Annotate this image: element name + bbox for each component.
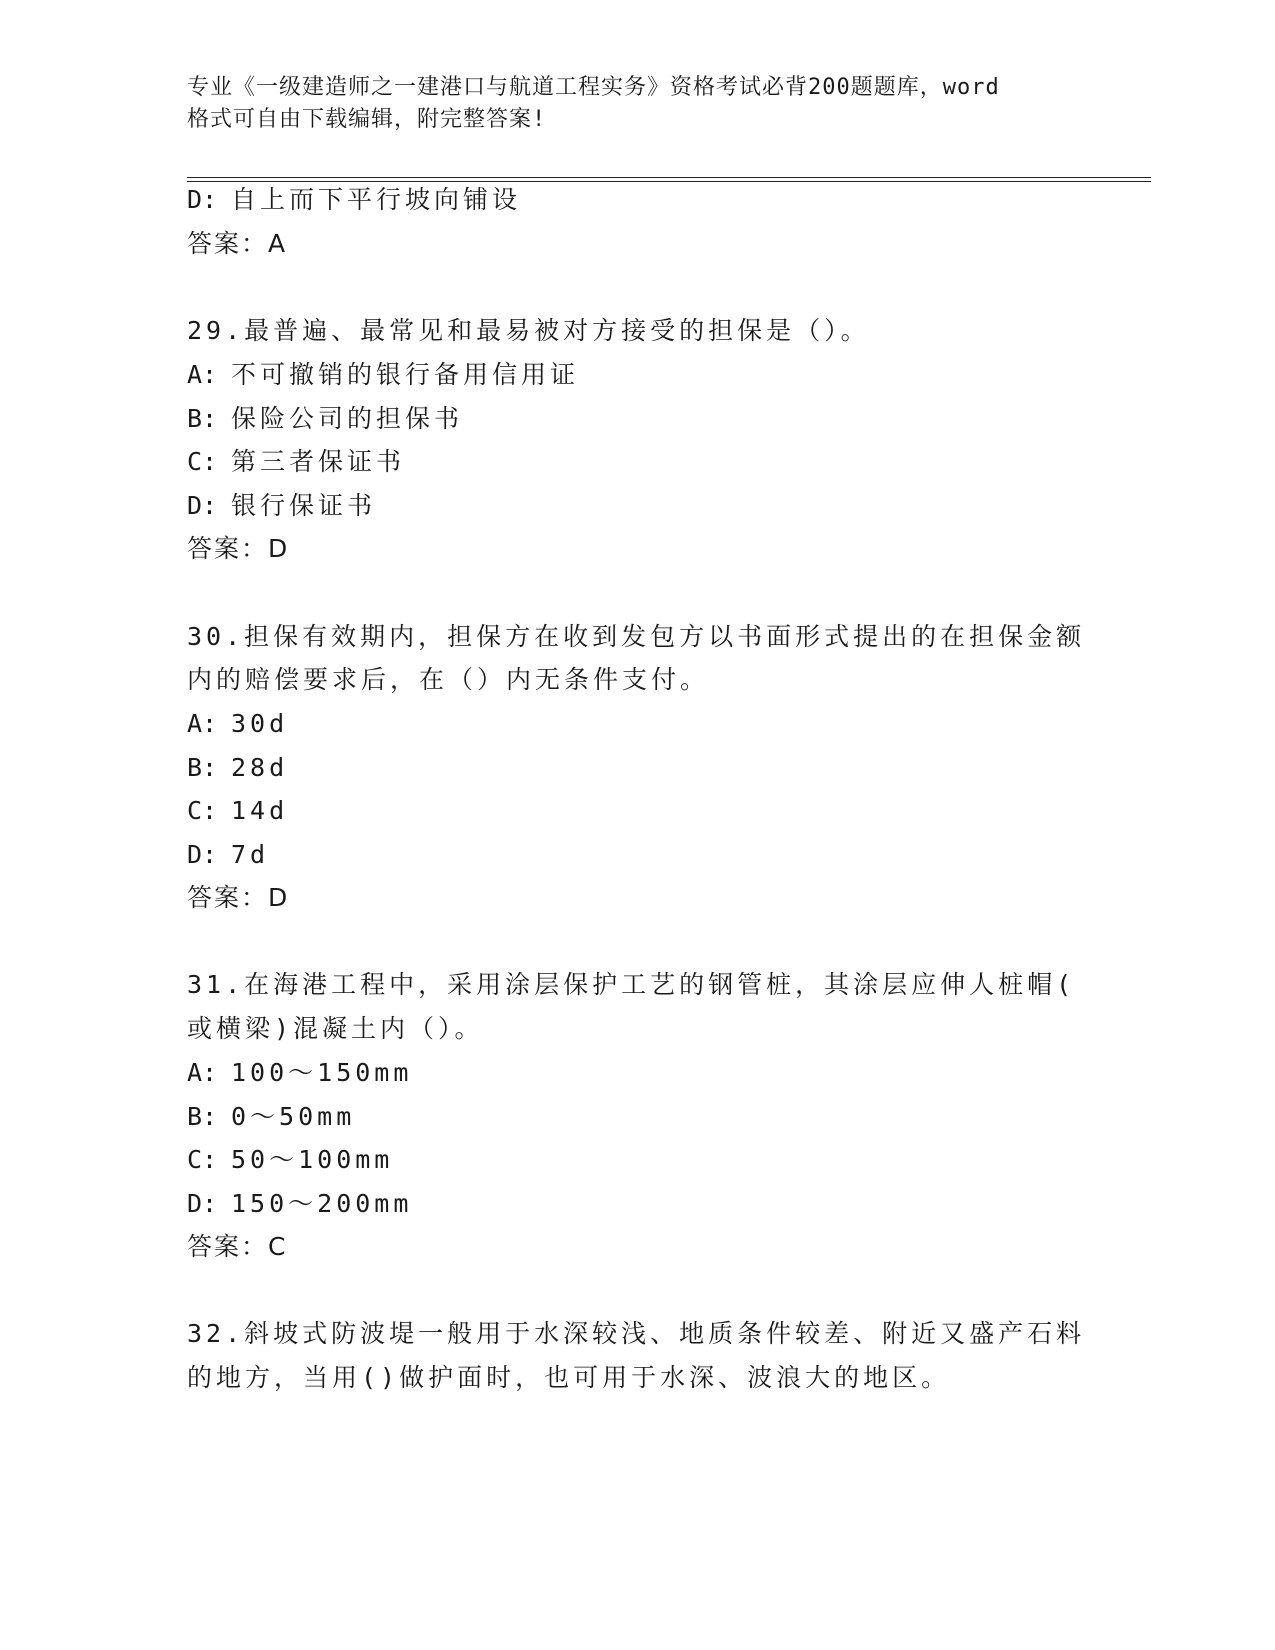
option-label: C: — [187, 447, 218, 476]
option-line — [187, 445, 405, 479]
option-text: 150～200mm — [231, 1189, 413, 1218]
option-line — [187, 1100, 355, 1134]
answer-line: 答案：D — [187, 534, 290, 563]
question-line: 或横梁)混凝土内（）。 — [187, 1014, 484, 1043]
answer-line: 答案：C — [187, 1232, 288, 1261]
option-text: 不可撤销的银行备用信用证 — [231, 360, 580, 389]
option-line — [187, 707, 288, 741]
option-text: 50～100mm — [231, 1145, 394, 1174]
option-line — [187, 489, 376, 523]
question-line: 32.斜坡式防波堤一般用于水深较浅、地质条件较差、附近又盛产石料 — [187, 1319, 1086, 1348]
question-line: 30.担保有效期内，担保方在收到发包方以书面形式提出的在担保金额 — [187, 622, 1086, 651]
option-line — [187, 794, 288, 828]
question-line: 29.最普遍、最常见和最易被对方接受的担保是（）。 — [187, 316, 870, 345]
option-label: D: — [187, 1189, 218, 1218]
option-label: A: — [187, 709, 218, 738]
option-label: B: — [187, 1102, 218, 1131]
question-line: 内的赔偿要求后，在（）内无条件支付。 — [187, 665, 710, 694]
option-label: A: — [187, 1058, 218, 1087]
option-label: C: — [187, 1145, 218, 1174]
option-text: 7d — [231, 840, 270, 869]
option-text: 0～50mm — [231, 1102, 356, 1131]
option-line — [187, 358, 579, 392]
option-text: 28d — [231, 753, 289, 782]
option-line — [187, 183, 521, 217]
option-label: D: — [187, 185, 218, 214]
option-line — [187, 1143, 393, 1177]
question-line: 的地方，当用()做护面时，也可用于水深、波浪大的地区。 — [187, 1363, 951, 1392]
option-text: 自上而下平行坡向铺设 — [231, 185, 522, 214]
header-line-1: 专业《一级建造师之一建港口与航道工程实务》资格考试必背200题题库，word — [187, 75, 1000, 100]
answer-line: 答案：D — [187, 883, 290, 912]
option-line — [187, 751, 288, 785]
option-text: 14d — [231, 796, 289, 825]
answer-line: 答案：A — [187, 229, 288, 258]
header-divider-bottom — [187, 181, 1151, 182]
header-divider-top — [187, 177, 1151, 178]
option-text: 第三者保证书 — [231, 447, 406, 476]
option-label: C: — [187, 796, 218, 825]
option-text: 保险公司的担保书 — [231, 404, 464, 433]
option-label: A: — [187, 360, 218, 389]
option-line — [187, 1187, 412, 1221]
option-text: 银行保证书 — [231, 491, 377, 520]
option-label: D: — [187, 491, 218, 520]
question-line: 31.在海港工程中，采用涂层保护工艺的钢管桩，其涂层应伸人桩帽( — [187, 970, 1076, 999]
option-label: B: — [187, 753, 218, 782]
document-header — [187, 72, 1067, 136]
option-label: B: — [187, 404, 218, 433]
option-text: 100～150mm — [231, 1058, 413, 1087]
option-line — [187, 402, 463, 436]
option-line — [187, 1056, 412, 1090]
option-text: 30d — [231, 709, 289, 738]
option-line — [187, 838, 269, 872]
header-line-2: 格式可自由下载编辑，附完整答案! — [187, 107, 547, 132]
option-label: D: — [187, 840, 218, 869]
